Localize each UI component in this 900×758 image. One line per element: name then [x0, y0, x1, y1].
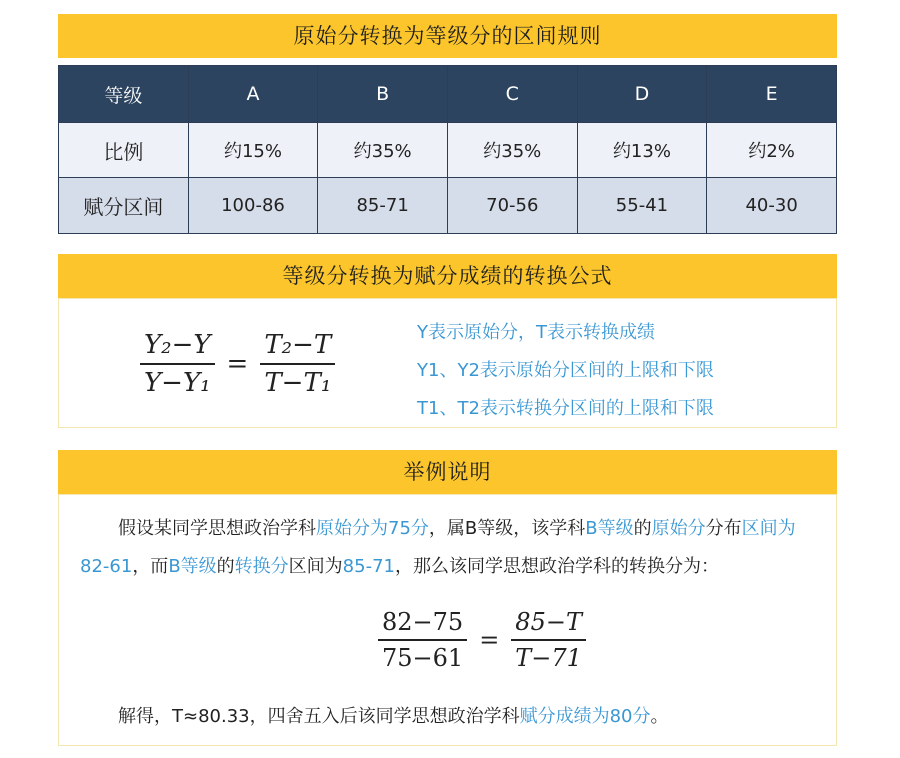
text-run: 假设某同学思想政治学科	[118, 518, 316, 539]
example-left-fraction	[378, 608, 467, 672]
table-row	[59, 178, 837, 234]
text-run: 的	[633, 518, 652, 539]
section2-title-banner	[58, 254, 837, 298]
highlight-run: 赋分成绩为80分	[519, 706, 651, 727]
table-cell: 100-86	[188, 178, 318, 234]
example-paragraph	[80, 510, 820, 586]
formula-left-numerator: Y₂−Y	[140, 330, 215, 365]
text-run: ，而	[132, 556, 169, 577]
example-right-denominator: T−71	[515, 644, 582, 672]
table-header-row	[59, 66, 837, 123]
text-run: ，属B等级，该学科	[428, 518, 586, 539]
table-cell: 40-30	[707, 178, 837, 234]
table-header-cell: B	[318, 66, 448, 123]
solution-line	[118, 702, 669, 728]
formula-right-numerator: T₂−T	[260, 330, 335, 365]
text-run: 区间为	[288, 556, 343, 577]
table-header-cell: D	[577, 66, 707, 123]
table-cell: 赋分区间	[59, 178, 189, 234]
formula-note: Y1、Y2表示原始分区间的上限和下限	[417, 360, 714, 381]
highlight-run: 区间为82-61	[80, 518, 796, 577]
text-run: 分布	[705, 518, 742, 539]
table-header-cell: C	[447, 66, 577, 123]
text-run: ，那么该同学思想政治学科的转换分为：	[394, 556, 719, 577]
table-cell: 85-71	[318, 178, 448, 234]
example-formula	[378, 608, 586, 672]
highlight-run: 转换分	[234, 556, 289, 577]
table-cell: 55-41	[577, 178, 707, 234]
formula-right-fraction	[260, 330, 335, 398]
formula-left-fraction	[140, 330, 215, 398]
table-cell: 约13%	[577, 123, 707, 178]
example-right-fraction	[511, 608, 586, 672]
general-formula	[140, 330, 335, 398]
table-header-cell: A	[188, 66, 318, 123]
section1-title-banner	[58, 14, 837, 58]
highlight-run: 原始分	[651, 518, 706, 539]
formula-equals: =	[226, 349, 249, 379]
table-row	[59, 123, 837, 178]
formula-notes	[417, 314, 714, 428]
table-header-cell: E	[707, 66, 837, 123]
formula-note: Y表示原始分，T表示转换成绩	[417, 322, 655, 343]
highlight-run: B等级	[585, 518, 634, 539]
formula-left-denominator: Y−Y₁	[144, 368, 211, 398]
table-cell: 约35%	[318, 123, 448, 178]
table-cell: 70-56	[447, 178, 577, 234]
table-header-cell: 等级	[59, 66, 189, 123]
example-left-numerator: 82−75	[378, 608, 467, 641]
section2-title: 等级分转换为赋分成绩的转换公式	[282, 264, 613, 288]
highlight-run: 85-71	[342, 556, 395, 577]
example-left-denominator: 75−61	[382, 644, 464, 672]
grade-table	[58, 65, 837, 234]
example-equals: =	[479, 626, 500, 654]
highlight-run: 原始分为75分	[316, 518, 429, 539]
example-right-numerator: 85−T	[511, 608, 586, 641]
formula-right-denominator: T−T₁	[264, 368, 332, 398]
table-cell: 约35%	[447, 123, 577, 178]
text-run: 解得，T≈80.33，四舍五入后该同学思想政治学科	[118, 706, 520, 727]
highlight-run: B等级	[168, 556, 217, 577]
section1-title: 原始分转换为等级分的区间规则	[293, 24, 602, 48]
section3-title-banner	[58, 450, 837, 494]
text-run: 的	[216, 556, 235, 577]
section3-title: 举例说明	[403, 460, 492, 484]
table-cell: 比例	[59, 123, 189, 178]
text-run: 。	[650, 706, 669, 727]
formula-note: T1、T2表示转换分区间的上限和下限	[417, 398, 714, 419]
table-cell: 约15%	[188, 123, 318, 178]
table-cell: 约2%	[707, 123, 837, 178]
